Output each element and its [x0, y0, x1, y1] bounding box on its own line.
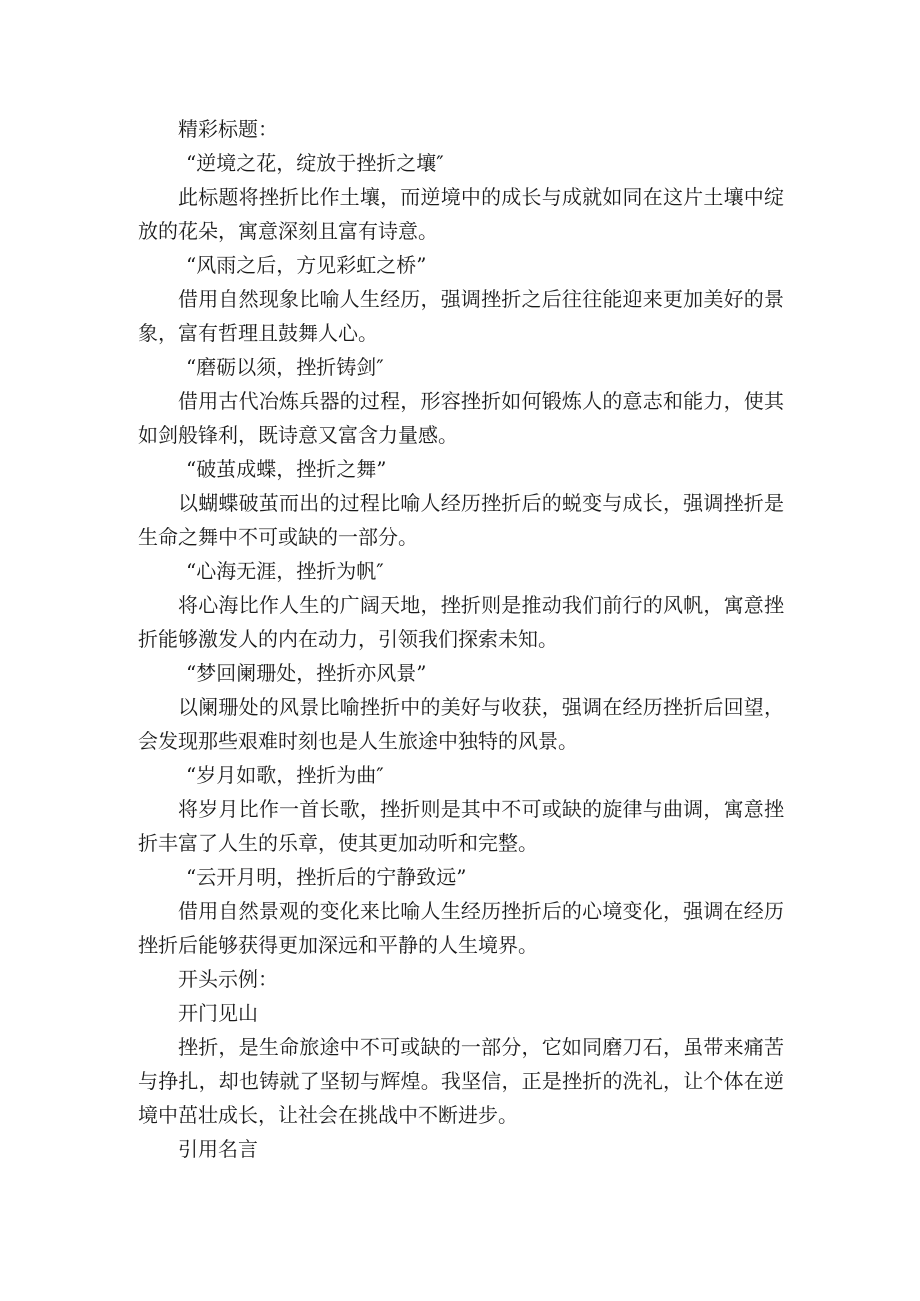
example-description-4: 以蝴蝶破茧而出的过程比喻人经历挫折后的蜕变与成长，强调挫折是生命之舞中不可或缺的一部分。 — [138, 491, 784, 549]
example-description-5: 将心海比作人生的广阔天地，挫折则是推动我们前行的风帆，寓意挫折能够激发人的内在动力，引领我们探索未知。 — [138, 593, 784, 651]
example-title-8: “云开月明，挫折后的宁静致远” — [186, 865, 467, 889]
example-title-4: “破茧成蝶，挫折之舞” — [186, 457, 387, 481]
example-description-8: 借用自然景观的变化来比喻人生经历挫折后的心境变化，强调在经历挫折后能够获得更加深远和平静的人生境界。 — [138, 899, 784, 957]
example-title-6: “梦回阑珊处，挫折亦风景” — [186, 661, 427, 685]
example-description-3: 借用古代冶炼兵器的过程，形容挫折如何锻炼人的意志和能力，使其如剑般锋利，既诗意又富含力量感。 — [138, 389, 784, 447]
example-title-3: “磨砺以须，挫折铸剑″ — [186, 355, 384, 379]
example-title-2: “风雨之后，方见彩虹之桥” — [186, 253, 427, 277]
example-description-7: 将岁月比作一首长歌，挫折则是其中不可或缺的旋律与曲调，寓意挫折丰富了人生的乐章，使其更加动听和完整。 — [138, 797, 784, 855]
opening-label-direct: 开门见山 — [178, 1001, 258, 1025]
section-heading-titles: 精彩标题： — [178, 117, 278, 141]
example-title-1: “逆境之花，绽放于挫折之壤″ — [186, 151, 444, 175]
example-description-1: 此标题将挫折比作土壤，而逆境中的成长与成就如同在这片土壤中绽放的花朵，寓意深刻且富有诗意。 — [138, 185, 784, 243]
opening-text-direct: 挫折，是生命旅途中不可或缺的一部分，它如同磨刀石，虽带来痛苦与挣扎，却也铸就了坚韧与辉煌。我坚信，正是挫折的洗礼，让个体在逆境中茁壮成长，让社会在挑战中不断进步。 — [138, 1035, 784, 1127]
example-description-2: 借用自然现象比喻人生经历，强调挫折之后往往能迎来更加美好的景象，富有哲理且鼓舞人心。 — [138, 287, 784, 345]
example-description-6: 以阑珊处的风景比喻挫折中的美好与收获，强调在经历挫折后回望，会发现那些艰难时刻也是人生旅途中独特的风景。 — [138, 695, 784, 753]
opening-label-quote: 引用名言 — [178, 1137, 258, 1161]
example-title-7: “岁月如歌，挫折为曲″ — [186, 763, 384, 787]
example-title-5: “心海无涯，挫折为帆″ — [186, 559, 384, 583]
document-body — [138, 112, 784, 1166]
section-heading-openings: 开头示例： — [178, 967, 278, 991]
